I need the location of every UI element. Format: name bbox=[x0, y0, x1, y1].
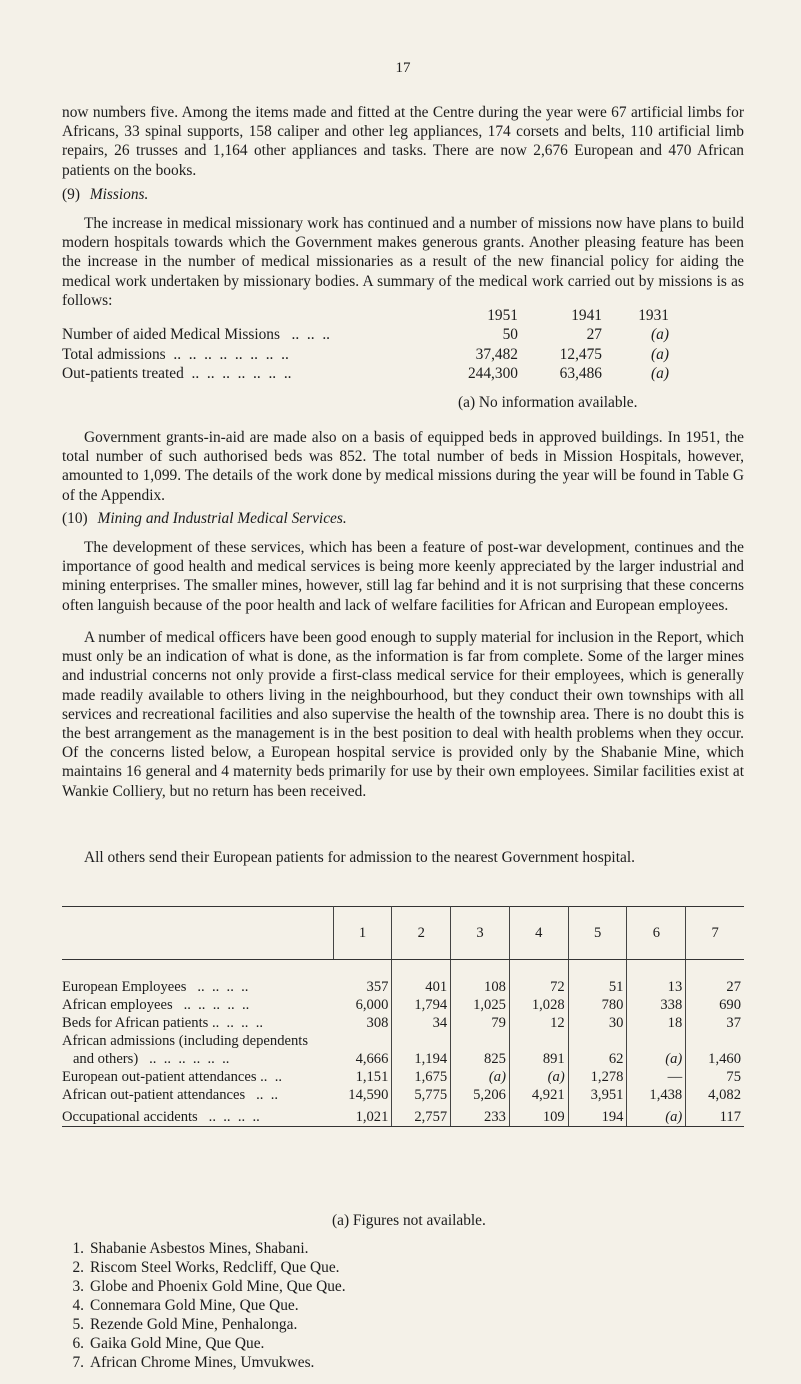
mines-col-header: 2 bbox=[392, 907, 451, 960]
mines-row-label: European out-patient attendances .. .. bbox=[62, 1069, 283, 1085]
mines-cell: 825 bbox=[451, 1050, 510, 1068]
mines-cell: 891 bbox=[509, 1050, 568, 1068]
list-item bbox=[62, 1296, 346, 1315]
table-row bbox=[62, 1014, 744, 1032]
missions-row-1931: (a) bbox=[651, 345, 669, 363]
mines-col-header: 5 bbox=[568, 907, 627, 960]
mines-cell: (a) bbox=[509, 1068, 568, 1086]
mines-cell: 75 bbox=[726, 1069, 741, 1085]
missions-row-1951: 37,482 bbox=[475, 345, 518, 363]
list-item bbox=[62, 1315, 346, 1334]
mines-cell: 4,921 bbox=[509, 1086, 568, 1104]
missions-col-1931: 1931 bbox=[638, 306, 669, 324]
mines-row-label: Beds for African patients .. .. .. .. bbox=[62, 1015, 264, 1031]
mines-cell: 401 bbox=[392, 978, 451, 996]
mines-cell: 5,775 bbox=[392, 1086, 451, 1104]
missions-row-label: Out-patients treated .. .. .. .. .. .. .. bbox=[62, 365, 292, 383]
mines-cell: 1,794 bbox=[392, 996, 451, 1014]
mines-cell: 338 bbox=[627, 996, 686, 1014]
mines-cell: 1,460 bbox=[708, 1051, 741, 1067]
mines-cell: 1,025 bbox=[451, 996, 510, 1014]
mines-legend-list bbox=[62, 1239, 346, 1372]
missions-row-label: Total admissions .. .. .. .. .. .. .. .. bbox=[62, 345, 289, 363]
mines-cell: 51 bbox=[568, 978, 627, 996]
mines-cell: (a) bbox=[627, 1104, 686, 1127]
mines-cell bbox=[392, 1032, 451, 1050]
table-row bbox=[62, 1104, 744, 1127]
missions-table-note: (a) No information available. bbox=[458, 394, 638, 411]
mines-col-header: 3 bbox=[451, 907, 510, 960]
legend-number: 2. bbox=[72, 1259, 84, 1276]
list-item bbox=[62, 1239, 346, 1258]
table-row bbox=[62, 1086, 744, 1104]
mines-cell: 13 bbox=[627, 978, 686, 996]
mines-cell bbox=[509, 1032, 568, 1050]
list-item bbox=[62, 1334, 346, 1353]
mining-paragraph-1: The development of these services, which has been a feature of post-war development, continues and the importance of good health and medical services is being more keenly appreciated by the larger industrial and mining enterprises. The smaller mines, however, still lag far behind and it is not surprising that these concerns often languish because of the poor health and lack of welfare facilities for African and European employees. bbox=[62, 539, 744, 614]
mines-cell: 109 bbox=[509, 1104, 568, 1127]
legend-text: Riscom Steel Works, Redcliff, Que Que. bbox=[90, 1259, 340, 1276]
mining-paragraph-3: All others send their European patients for admission to the nearest Government hospital. bbox=[84, 849, 635, 866]
mines-cell: 2,757 bbox=[392, 1104, 451, 1127]
mines-col-header: 4 bbox=[509, 907, 568, 960]
mines-row-label: European Employees .. .. .. .. bbox=[62, 979, 249, 995]
mines-cell: (a) bbox=[451, 1068, 510, 1086]
legend-number: 6. bbox=[72, 1335, 84, 1352]
mines-cell bbox=[451, 1032, 510, 1050]
table-row bbox=[62, 996, 744, 1014]
mines-cell: 30 bbox=[568, 1014, 627, 1032]
mines-cell bbox=[686, 1032, 744, 1050]
mines-cell: 194 bbox=[568, 1104, 627, 1127]
missions-summary-row bbox=[62, 365, 669, 385]
page-number: 17 bbox=[395, 60, 411, 76]
legend-number: 3. bbox=[72, 1278, 84, 1295]
missions-row-1951: 50 bbox=[502, 326, 518, 344]
mines-cell: 79 bbox=[451, 1014, 510, 1032]
legend-text: Globe and Phoenix Gold Mine, Que Que. bbox=[90, 1278, 346, 1295]
mines-cell: 233 bbox=[451, 1104, 510, 1127]
legend-number: 4. bbox=[72, 1297, 84, 1314]
mines-cell: 1,194 bbox=[392, 1050, 451, 1068]
mines-cell bbox=[333, 1032, 392, 1050]
missions-col-1941: 1941 bbox=[571, 306, 602, 324]
missions-heading-number: (9) bbox=[62, 186, 80, 203]
mines-cell: 780 bbox=[568, 996, 627, 1014]
missions-row-1941: 12,475 bbox=[559, 345, 602, 363]
table-row bbox=[62, 978, 744, 996]
mines-cell: 72 bbox=[509, 978, 568, 996]
mines-table-note: (a) Figures not available. bbox=[332, 1212, 486, 1229]
mines-cell: 1,278 bbox=[568, 1068, 627, 1086]
missions-row-1931: (a) bbox=[651, 365, 669, 383]
mines-cell: 108 bbox=[451, 978, 510, 996]
legend-text: Shabanie Asbestos Mines, Shabani. bbox=[90, 1240, 309, 1257]
mining-heading-number: (10) bbox=[62, 510, 88, 527]
legend-number: 7. bbox=[72, 1354, 84, 1371]
mines-cell bbox=[568, 1032, 627, 1050]
mines-header-row bbox=[62, 907, 744, 960]
mines-cell: 308 bbox=[333, 1014, 392, 1032]
legend-text: African Chrome Mines, Umvukwes. bbox=[90, 1354, 315, 1371]
mines-cell bbox=[627, 1032, 686, 1050]
missions-summary-row bbox=[62, 326, 669, 346]
list-item bbox=[62, 1258, 346, 1277]
missions-row-1951: 244,300 bbox=[467, 365, 518, 383]
mines-cell: 1,438 bbox=[627, 1086, 686, 1104]
missions-heading-title: Missions. bbox=[89, 186, 149, 203]
mines-cell: 18 bbox=[627, 1014, 686, 1032]
table-row bbox=[62, 1050, 744, 1068]
mines-col-header: 6 bbox=[627, 907, 686, 960]
mines-cell: 4,666 bbox=[333, 1050, 392, 1068]
missions-paragraph: The increase in medical missionary work has continued and a number of missions now have plans to build modern hospitals towards which the Government makes generous grants. Another pleasing feature has been the increase in the number of medical missionaries as a result of the new financial policy for aiding the medical work undertaken by missionary bodies. A summary of the medical work carried out by missions is as follows: bbox=[62, 215, 744, 309]
mines-cell: 12 bbox=[509, 1014, 568, 1032]
mines-cell: — bbox=[627, 1068, 686, 1086]
legend-text: Rezende Gold Mine, Penhalonga. bbox=[90, 1316, 298, 1333]
mines-cell: 1,028 bbox=[509, 996, 568, 1014]
legend-number: 5. bbox=[72, 1316, 84, 1333]
mines-cell: 357 bbox=[333, 978, 392, 996]
missions-row-1931: (a) bbox=[651, 326, 669, 344]
mines-cell: 14,590 bbox=[333, 1086, 392, 1104]
mines-cell: 34 bbox=[392, 1014, 451, 1032]
missions-summary-row bbox=[62, 345, 669, 365]
list-item bbox=[62, 1277, 346, 1296]
mines-cell: 1,151 bbox=[333, 1068, 392, 1086]
missions-col-1951: 1951 bbox=[487, 306, 518, 324]
mines-table bbox=[62, 906, 744, 1127]
missions-row-1941: 63,486 bbox=[559, 365, 602, 383]
mines-cell: 1,675 bbox=[392, 1068, 451, 1086]
missions-summary-table bbox=[62, 306, 669, 384]
legend-text: Gaika Gold Mine, Que Que. bbox=[90, 1335, 265, 1352]
missions-summary-header-row bbox=[62, 306, 669, 326]
mines-col-header: 1 bbox=[333, 907, 392, 960]
mining-heading-title: Mining and Industrial Medical Services. bbox=[97, 510, 347, 527]
mines-cell: 1,021 bbox=[333, 1104, 392, 1127]
mines-cell: 690 bbox=[719, 997, 741, 1013]
list-item bbox=[62, 1353, 346, 1372]
missions-row-label: Number of aided Medical Missions .. .. .. bbox=[62, 326, 331, 344]
mines-cell: 5,206 bbox=[451, 1086, 510, 1104]
missions-heading bbox=[62, 185, 148, 204]
intro-paragraph: now numbers five. Among the items made and fitted at the Centre during the year were 67 artificial limbs for Africans, 33 spinal supports, 158 caliper and other leg appliances, 174 corsets and belts, 110 artificial limb repairs, 26 trusses and 1,164 other appliances and tasks. There are now 2,676 European and 470 African patients on the books. bbox=[62, 104, 744, 179]
mines-row-label: African employees .. .. .. .. .. bbox=[62, 997, 250, 1013]
table-row bbox=[62, 1032, 744, 1050]
legend-number: 1. bbox=[72, 1240, 84, 1257]
mines-cell: 62 bbox=[568, 1050, 627, 1068]
mines-row-label: African admissions (including dependents bbox=[62, 1033, 309, 1049]
mines-row-label: Occupational accidents .. .. .. .. bbox=[62, 1104, 333, 1127]
mines-cell: 4,082 bbox=[708, 1087, 741, 1103]
mines-col-header: 7 bbox=[686, 907, 744, 960]
mines-cell: 6,000 bbox=[333, 996, 392, 1014]
mines-cell: (a) bbox=[627, 1050, 686, 1068]
mines-cell: 3,951 bbox=[568, 1086, 627, 1104]
table-row bbox=[62, 1068, 744, 1086]
mines-cell: 117 bbox=[686, 1104, 744, 1127]
missions-paragraph-2: Government grants-in-aid are made also on a basis of equipped beds in approved buildings. In 1951, the total number of such authorised beds was 852. The total number of beds in Mission Hospitals, however, amounted to 1,099. The details of the work done by medical missions during the year will be found in Table G of the Appendix. bbox=[62, 429, 744, 504]
mines-cell: 27 bbox=[726, 979, 741, 995]
mines-row-label: African out-patient attendances .. .. bbox=[62, 1087, 278, 1103]
mines-cell: 37 bbox=[726, 1015, 741, 1031]
mines-row-label: and others) .. .. .. .. .. .. bbox=[62, 1051, 230, 1067]
missions-row-1941: 27 bbox=[586, 326, 602, 344]
legend-text: Connemara Gold Mine, Que Que. bbox=[90, 1297, 299, 1314]
mining-heading bbox=[62, 509, 347, 528]
mining-paragraph-2: A number of medical officers have been good enough to supply material for inclusion in the Report, which must only be an indication of what is done, as the information is far from complete. Some of the larger mines and industrial concerns not only provide a first-class medical service for their employees, which is generally made readily available to others living in the neighbourhood, but they conduct their own townships with all services and recreational facilities and also supervise the health of the township area. There is no doubt this is the best arrangement as the management is in the best position to deal with health problems when they occur. Of the concerns listed below, a European hospital service is provided only by the Shabanie Mine, which maintains 16 general and 4 maternity beds primarily for use by their own employees. Similar facilities exist at Wankie Colliery, but no return has been received. bbox=[62, 629, 744, 800]
